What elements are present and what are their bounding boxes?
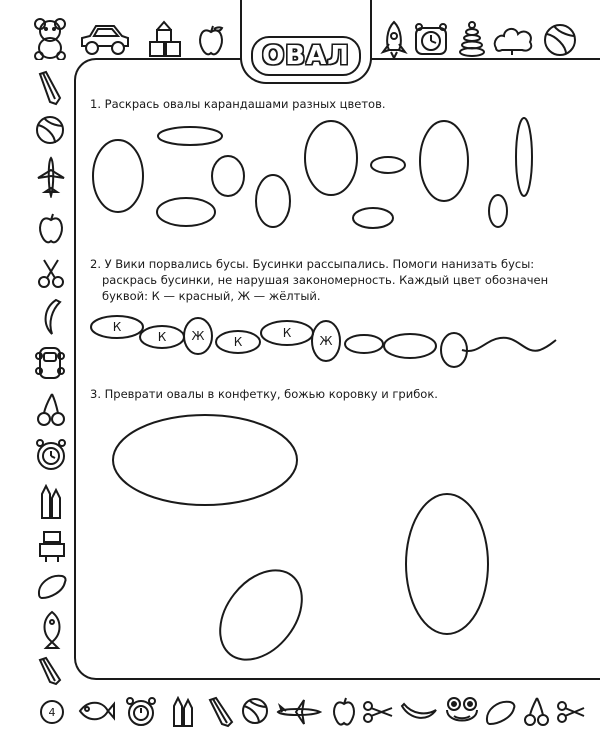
beach-ball-icon bbox=[542, 22, 578, 58]
alarm-clock-icon bbox=[412, 22, 450, 58]
bead-label-5: К bbox=[282, 326, 292, 340]
bead-thread bbox=[462, 338, 556, 351]
scissors-icon bbox=[362, 698, 394, 726]
page-title: ОВАЛ bbox=[262, 41, 350, 71]
banana-icon bbox=[400, 700, 438, 724]
cherries-icon bbox=[36, 392, 66, 428]
lemon-icon bbox=[36, 572, 68, 600]
bead-label-1: К bbox=[112, 320, 122, 334]
ladybug-oval bbox=[203, 555, 318, 676]
oval-7 bbox=[371, 157, 405, 173]
oval-2 bbox=[158, 127, 222, 145]
task-2-line-1: 2. У Вики порвались бусы. Бусинки рассыпались. Помоги нанизать бусы: bbox=[90, 257, 535, 271]
crayons-icon bbox=[36, 484, 66, 522]
page-number bbox=[40, 700, 64, 724]
toy-car-icon bbox=[34, 344, 66, 382]
frog-face-icon bbox=[444, 696, 480, 726]
beach-ball-icon bbox=[34, 114, 66, 146]
alarm-clock-icon bbox=[124, 696, 158, 728]
scissors-icon bbox=[36, 258, 66, 290]
ring-pyramid-icon bbox=[458, 20, 486, 58]
pencil-icon bbox=[206, 696, 236, 728]
oval-11 bbox=[516, 118, 532, 196]
teddy-bear-icon bbox=[30, 16, 70, 60]
bead-label-3: Ж bbox=[191, 329, 205, 343]
fish-icon bbox=[36, 608, 68, 650]
oval-8 bbox=[353, 208, 393, 228]
toy-blocks-icon bbox=[146, 20, 186, 58]
apple-icon bbox=[36, 212, 66, 246]
oval-5 bbox=[256, 175, 290, 227]
toy-car-icon bbox=[78, 20, 130, 58]
task-2-line-3: буквой: К — красный, Ж — жёлтый. bbox=[102, 289, 321, 303]
alarm-clock-icon bbox=[34, 438, 68, 472]
fish-icon bbox=[76, 696, 116, 726]
task-2-line-2: раскрась бусинки, не нарушая закономерность. Каждый цвет обозначен bbox=[102, 273, 549, 287]
oval-1 bbox=[93, 140, 143, 212]
candy-oval bbox=[113, 415, 297, 505]
robot-icon bbox=[36, 530, 68, 564]
page-number-text: 4 bbox=[48, 705, 56, 719]
crayons-icon bbox=[168, 696, 198, 728]
banana-icon bbox=[38, 298, 64, 336]
cherries-icon bbox=[522, 696, 552, 728]
mushroom-oval bbox=[406, 494, 488, 634]
bead-label-4: К bbox=[233, 335, 243, 349]
scissors-icon bbox=[556, 698, 586, 726]
bead-label-2: К bbox=[157, 330, 167, 344]
beach-ball-icon bbox=[240, 696, 270, 726]
bead-7 bbox=[345, 335, 383, 353]
oval-9 bbox=[420, 121, 468, 201]
apple-icon bbox=[196, 24, 226, 58]
task-1-line: 1. Раскрась овалы карандашами разных цветов. bbox=[90, 97, 386, 111]
oval-6 bbox=[305, 121, 357, 195]
rocket-icon bbox=[380, 20, 408, 60]
bead-label-6: Ж bbox=[319, 334, 333, 348]
airplane-icon bbox=[36, 156, 66, 198]
pencil-icon bbox=[36, 656, 64, 686]
oval-10 bbox=[489, 195, 507, 227]
airplane-icon bbox=[276, 698, 322, 726]
pencil-icon bbox=[34, 70, 64, 106]
apple-icon bbox=[330, 696, 358, 728]
oval-3 bbox=[212, 156, 244, 196]
bead-8 bbox=[384, 334, 436, 358]
oval-4 bbox=[157, 198, 215, 226]
bush-icon bbox=[492, 24, 534, 56]
lemon-icon bbox=[484, 698, 518, 726]
task-3-line: 3. Преврати овалы в конфетку, божью коровку и грибок. bbox=[90, 387, 438, 401]
